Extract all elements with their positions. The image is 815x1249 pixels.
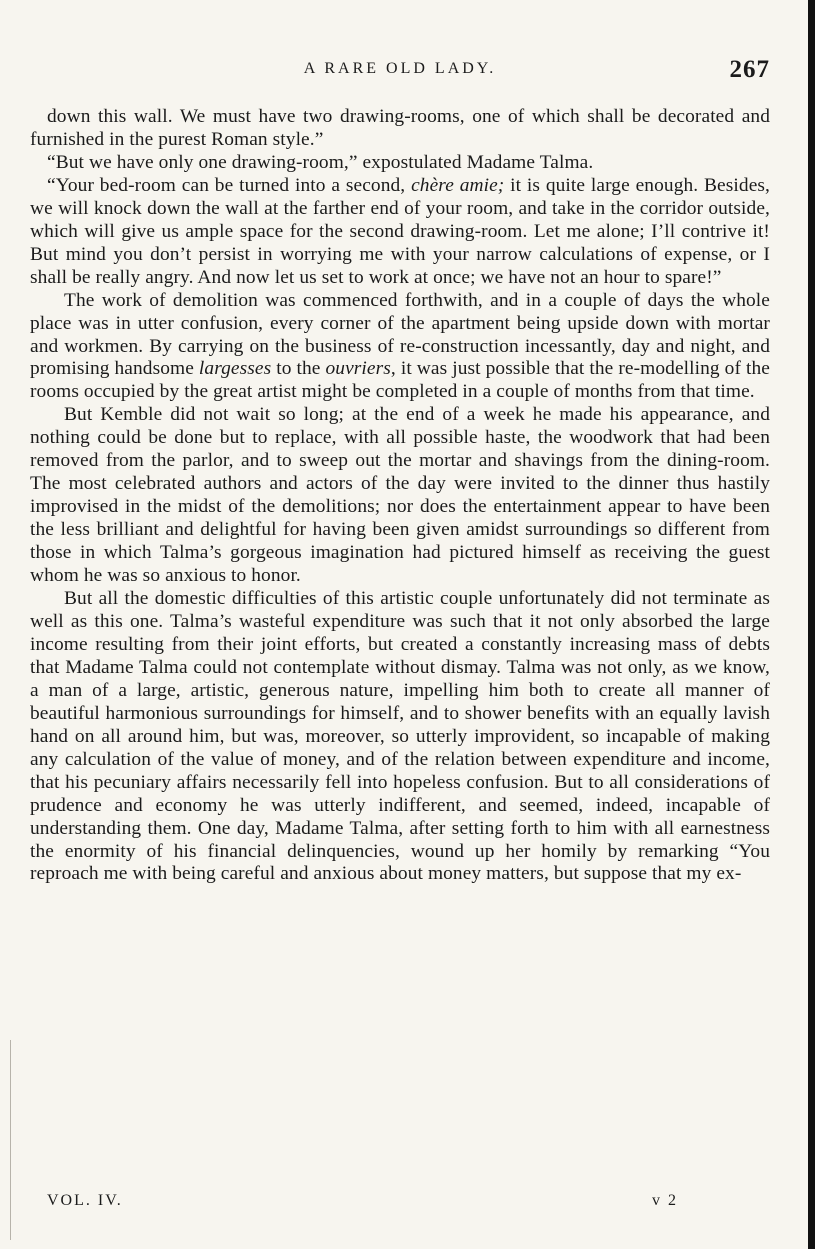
text-run: it is quite large enough. Besides, we will knock down the wall at the farther end of your room, and take in the corridor outside, which will give us ample space for the second drawing-room. Let me alone; I’ll contrive it! But mind you don’t persist in worrying me with your narrow calculations of expense, or I shall be really angry. And now let us set to work at once; we have not an hour to spare!” xyxy=(30,174,770,288)
italic-phrase: largesses xyxy=(198,358,272,380)
signature-mark: v 2 xyxy=(652,1192,678,1209)
paragraph xyxy=(30,290,770,405)
page-header xyxy=(30,56,770,86)
text-run: But all the domestic difficulties of this artistic couple unfortunately did not terminate as well as this one. Talma’s wasteful expenditure was such that it not only absorbed the large income resulting from their joint efforts, but created a constantly increasing mass of debts that Madame Talma could not contemplate without dismay. Talma was not only, as we know, a man of a large, artistic, generous nature, impelling him both to create all manner of beautiful harmonious surroundings for himself, and to shower benefits with an equally lavish hand on all around him, but was, moreover, so utterly improvident, so incapable of making any calculation of the value of money, and of the relation between expenditure and income, that his pecuniary affairs necessarily fell into hopeless confusion. But to all considerations of prudence and economy he was utterly indifferent, and seemed, indeed, incapable of understanding them. One day, Madame Talma, after setting forth to him with all earnestness the enormity of his financial delinquencies, wound up her homily by remarking “You reproach me with being careful and anxious about money matters, but suppose that my ex- xyxy=(30,588,770,885)
paragraph xyxy=(30,404,770,588)
paragraph xyxy=(30,106,770,152)
text-run: But Kemble did not wait so long; at the end of a week he made his appearance, and nothing could be done but to replace, with all possible haste, the woodwork that had been removed from the parlor, and to sweep out the mortar and shavings from the dining-room. The most celebrated authors and actors of the day were invited to the dinner thus hastily improvised in the midst of the demolitions; nor does the entertainment appear to have been the less brilliant and delightful for having been given amidst surroundings so different from those in which Talma’s gorgeous imagination had pictured himself as receiving the guest whom he was so anxious to honor. xyxy=(30,404,770,587)
book-page xyxy=(30,56,770,886)
italic-phrase: ouvriers xyxy=(325,358,391,380)
text-run: The work of demolition was commenced forthwith, and in a couple of days the whole place was in utter confusion, every corner of the apartment being upside down with mortar and workmen. By carrying on the business of re-construction incessantly, day and night, and promising handsome xyxy=(30,289,770,380)
paragraph xyxy=(30,588,770,886)
page-number: 267 xyxy=(729,56,770,83)
text-run: down this wall. We must have two drawing-rooms, one of which shall be decorated and furnished in the purest Roman style.” xyxy=(30,106,770,150)
volume-label: VOL. IV. xyxy=(47,1192,123,1209)
page-edge-rule xyxy=(808,0,815,1249)
page-footer xyxy=(32,1192,678,1212)
text-run: to the xyxy=(271,358,326,380)
text-run: “But we have only one drawing-room,” expostulated Madame Talma. xyxy=(47,151,594,173)
paragraph xyxy=(30,152,770,175)
running-head: A RARE OLD LADY. xyxy=(303,60,497,77)
italic-phrase: chère amie; xyxy=(411,174,505,196)
body-text xyxy=(30,106,770,886)
text-run: “Your bed-room can be turned into a second, xyxy=(47,174,412,196)
text-run: , it was just possible that the re-modelling of the rooms occupied by the great artist might be completed in a couple of months from that time. xyxy=(30,358,770,403)
paragraph xyxy=(30,175,770,290)
scan-edge-line xyxy=(10,1040,11,1240)
